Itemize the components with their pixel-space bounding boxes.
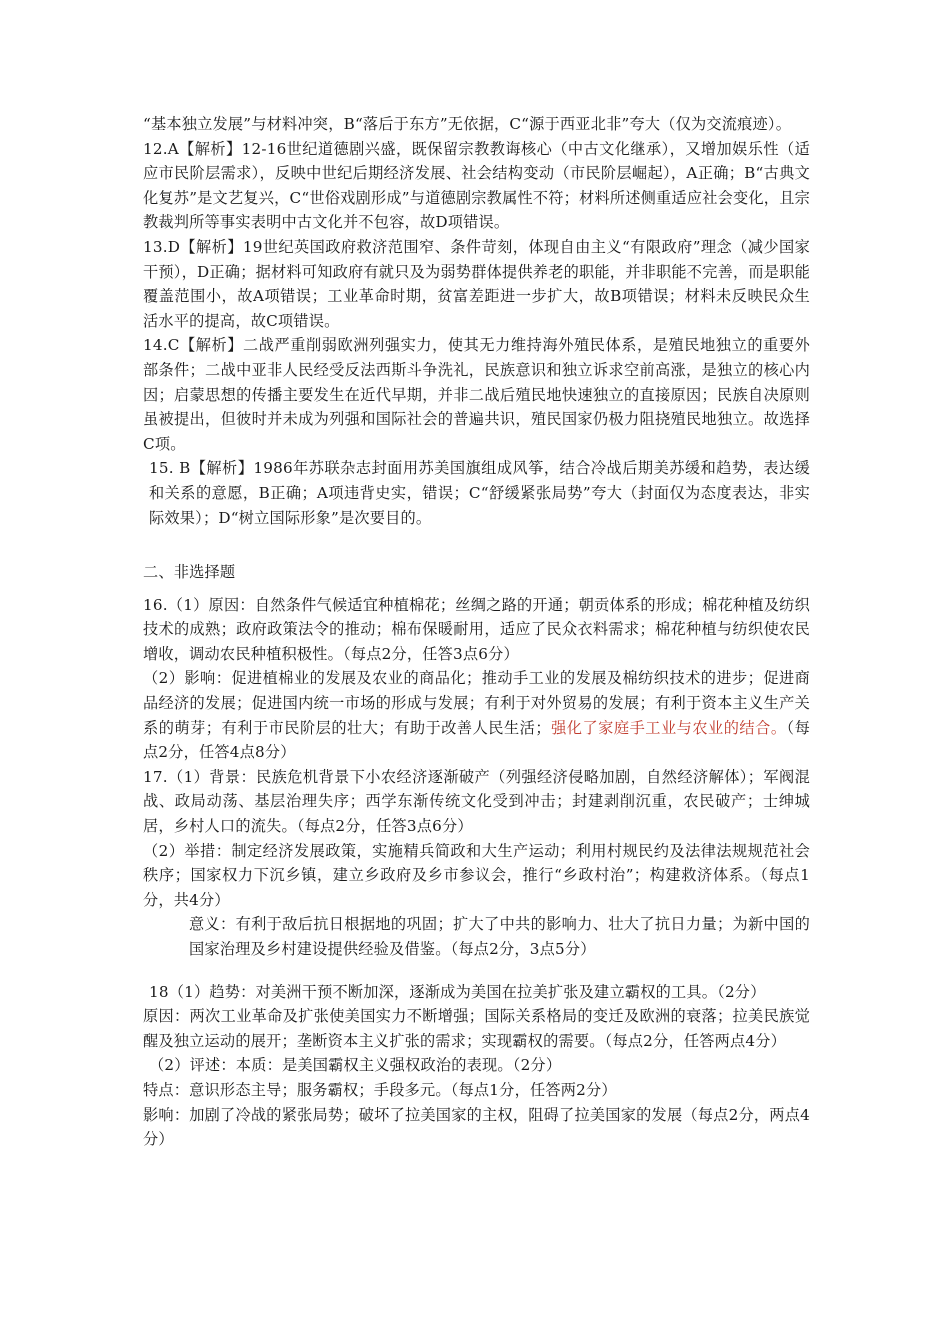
q16-part2-main: （2）影响：促进植棉业的发展及农业的商品化；推动手工业的发展及棉纺织技术的进步；促进商品经济的发展；促进国内统一市场的形成与发展；有利于对外贸易的发展；有利于资本主义生产关系的萌芽；有利于市民阶层的壮大；有助于改善人民生活；: [143, 669, 810, 737]
q16-part2-tail: （每点2分，任答4点8分）: [143, 718, 811, 762]
answer-q16-part2: [143, 666, 810, 764]
answer-q16-part1: 16.（1）原因：自然条件气候适宜种植棉花；丝绸之路的开通；朝贡体系的形成；棉花种植及纺织技术的成熟；政府政策法令的推动；棉布保暖耐用，适应了民众衣料需求；棉花种植与纺织使农民增收，调动农民种植积极性。（每点2分，任答3点6分）: [143, 595, 810, 663]
answer-q18-reason: 原因：两次工业革命及扩张使美国实力不断增强；国际关系格局的变迁及欧洲的衰落；拉美民族觉醒及独立运动的展开；垄断资本主义扩张的需求；实现霸权的需要。（每点2分，任答两点4分）: [143, 1007, 810, 1050]
answer-q17-part2: （2）举措：制定经济发展政策，实施精兵简政和大生产运动；利用村规民约及法律法规规范社会秩序；国家权力下沉乡镇，建立乡政府及乡市参议会，推行“乡政村治”；构建救济体系。（每点1分，共4分）: [143, 841, 810, 909]
spacer: [143, 962, 810, 980]
answer-q18-evaluation: （2）评述：本质：是美国霸权主义强权政治的表现。（2分）: [149, 1056, 562, 1075]
answer-q18-features: 特点：意识形态主导；服务霸权；手段多元。（每点1分，任答两2分）: [143, 1080, 617, 1099]
spacer: [143, 530, 810, 560]
q16-part2-highlight: 强化了家庭手工业与农业的结合。: [550, 718, 787, 737]
answer-q15: 15. B【解析】1986年苏联杂志封面用苏美国旗组成风筝，结合冷战后期美苏缓和趋势，表达缓和关系的意愿，B正确；A项违背史实，错误；C“舒缓紧张局势”夸大（封面仅为态度表达，非实际效果）；D“树立国际形象”是次要目的。: [149, 459, 810, 527]
answer-q18-impact: 影响：加剧了冷战的紧张局势；破坏了拉美国家的主权，阻碍了拉美国家的发展（每点2分，两点4分）: [143, 1105, 810, 1149]
answer-q18-trend: 18（1）趋势：对美洲干预不断加深，逐渐成为美国在拉美扩张及建立霸权的工具。（2分）: [149, 982, 766, 1001]
section-title: 二、非选择题: [143, 563, 236, 582]
answer-q14: 14.C【解析】二战严重削弱欧洲列强实力，使其无力维持海外殖民体系，是殖民地独立的重要外部条件；二战中亚非人民经受反法西斯斗争洗礼，民族意识和独立诉求空前高涨，是独立的核心内因；启蒙思想的传播主要发生在近代早期，并非二战后殖民地快速独立的直接原因；民族自决原则虽被提出，但彼时并未成为列强和国际社会的普遍共识，殖民国家仍极力阻挠殖民地独立。故选择C项。: [143, 336, 810, 453]
answer-q17-part1: 17.（1）背景：民族危机背景下小农经济逐渐破产（列强经济侵略加剧，自然经济解体）；军阀混战、政局动荡、基层治理失序；西学东渐传统文化受到冲击；封建剥削沉重，农民破产；士绅城居，乡村人口的流失。（每点2分，任答3点6分）: [143, 767, 810, 836]
answer-q17-significance: 意义：有利于敌后抗日根据地的巩固；扩大了中共的影响力、壮大了抗日力量；为新中国的国家治理及乡村建设提供经验及借鉴。（每点2分，3点5分）: [189, 915, 810, 958]
answer-q11-tail: “基本独立发展”与材料冲突，B“落后于东方”无依据，C“源于西亚北非”夸大（仅为交流痕迹）。: [143, 115, 792, 133]
answer-q13: 13.D【解析】19世纪英国政府救济范围窄、条件苛刻，体现自由主义“有限政府”理念（减少国家干预），D正确；据材料可知政府有就只及为弱势群体提供养老的职能，并非职能不完善，而是职能覆盖范围小，故A项错误；工业革命时期，贫富差距进一步扩大，故B项错误；材料未反映民众生活水平的提高，故C项错误。: [143, 237, 810, 330]
answer-document: [143, 112, 810, 1152]
answer-q12: 12.A【解析】12-16世纪道德剧兴盛，既保留宗教教诲核心（中古文化继承），又增加娱乐性（适应市民阶层需求），反映中世纪后期经济发展、社会结构变动（市民阶层崛起），A正确；B“古典文化复苏”是文艺复兴，C“世俗戏剧形成”与道德剧宗教属性不符；材料所述侧重适应社会变化，且宗教裁判所等事实表明中古文化并不包容，故D项错误。: [143, 139, 810, 232]
